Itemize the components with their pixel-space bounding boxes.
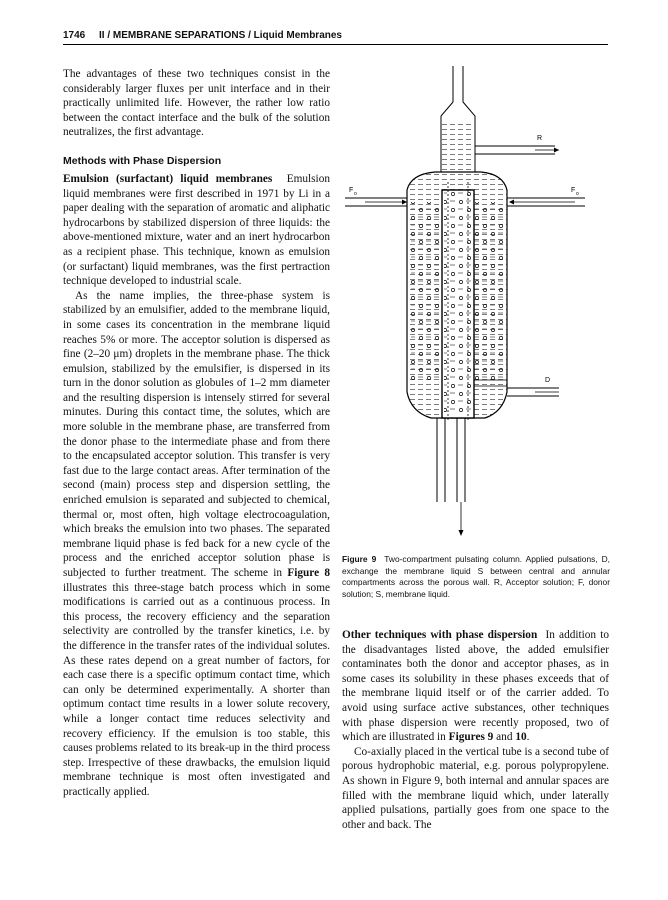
figure-9-caption	[342, 554, 610, 600]
figures-9-reference[interactable]: Figures 9	[448, 731, 494, 744]
caption-label: Figure 9	[342, 554, 377, 564]
section-title: II / MEMBRANE SEPARATIONS / Liquid Membranes	[99, 30, 342, 41]
emulsion-paragraph	[63, 172, 330, 289]
label-subscript-right: o	[576, 191, 579, 197]
sentence-end: .	[526, 731, 530, 744]
coaxial-paragraph: Co-axially placed in the vertical tube is a second tube of porous hydrophobic material, e.g. porous polypropylene. As shown in Figure 9, both internal and annular spaces are filled with the membrane liquid which, under laterally applied pulsations, partially goes from one space to the other and back. The	[342, 745, 609, 831]
other-techniques-runin: Other techniques with phase dispersion	[342, 629, 538, 641]
emulsion-runin-heading: Emulsion (surfactant) liquid membranes	[63, 172, 273, 185]
label-donor-left: F	[349, 187, 354, 194]
label-subscript-left: o	[354, 191, 357, 197]
label-pulsation: D	[545, 377, 551, 384]
three-phase-text-a: As the name implies, the three-phase system is stabilized by an emulsifier, added to the membrane liquid, in some cases its concentration in the membrane liquid reaches 5% or more. The acceptor solution is dispersed as fine (2–20 μm) droplets in the membrane phase. The thick emulsion, stabilized by the emulsifier, is dispersed in its turn in the donor solution as globules of 1–2 mm diameter and the resulting dispersion is intensely stirred for several minutes. During this contact time, the solutes, which are more soluble in the membrane phase, are transferred from the donor phase to the intermediate phase and from there to the encapsulated acceptor solution. This transfer is very fast due to the large contact areas. After termination of the second (main) process step and dispersion settling, the enriched emulsion is separated and subjected to chemical, thermal or, most often, high voltage electrocoagulation, which breaks the emulsion into two phases. The separated membrane liquid phase is fed back for a new cycle of the process and the enriched acceptor solution phase is subjected to further treatment. The scheme in	[63, 289, 330, 579]
other-techniques-paragraph	[342, 628, 609, 745]
label-donor-right: F	[571, 187, 576, 194]
and-word: and	[496, 731, 513, 744]
label-acceptor: R	[537, 135, 543, 142]
three-phase-text-b: illustrates this three-stage batch process which in some modifications is carried out as a continuous process. In this process, the recovery efficiency and the separation selectivity are controlled by the transfer kinetics, i.e. by the difference in the transfer rates of the individual solutes. As these rates depend on a great number of factors, for each case there is a specific optimum contact time, which can only be determined experimentally. A shorter than optimum contact time results in a lower solute recovery, while a longer contact time reduces selectivity and recovery efficiency. If the emulsion is too stable, this causes problems related to its break-up in the third process step. Irrespective of these drawbacks, the emulsion liquid membrane technique is most often investigated and practically applied.	[63, 581, 330, 798]
page-number: 1746	[63, 30, 86, 41]
emulsion-paragraph-body: Emulsion liquid membranes were first described in 1971 by Li in a paper dealing with the separation of aromatic and aliphatic hydrocarbons by stabilized dispersion of three liquids: the above-mentioned mixture, water and an inert hydrocarbon as a recipient phase. This technique, known as emulsion (or surfactant) liquid membranes, was the first pertraction technique developed to industrial scale.	[63, 172, 330, 288]
three-phase-paragraph	[63, 289, 330, 800]
section-heading: Methods with Phase Dispersion	[63, 154, 222, 167]
header-rule	[63, 44, 608, 45]
caption-text: Two-compartment pulsating column. Applied pulsations, D, exchange the membrane liquid S between central and annular compartments across the porous wall. R, Acceptor solution; F, donor solution; S, membrane liquid.	[342, 554, 610, 599]
figure-9-diagram	[345, 62, 585, 542]
right-column	[342, 628, 609, 832]
figure-8-reference[interactable]: Figure 8	[287, 567, 330, 579]
left-column	[63, 67, 330, 800]
other-techniques-body: In addition to the disadvantages listed above, the added emulsifier contaminates both the donor and acceptor phases, as in some cases its solubility in these phases exceeds that of the membrane liquid itself or of the carrier added. To avoid using surface active substances, other techniques with phase dispersion were recently proposed, two of which are illustrated in	[342, 629, 610, 744]
figure-10-reference[interactable]: 10	[515, 731, 527, 744]
running-header	[63, 30, 608, 44]
intro-paragraph: The advantages of these two techniques consist in the considerably larger fluxes per unit interface and in their practically unlimited life. However, the rather low ratio between the contact interface and the bulk of the solution neutralizes, the first advantage.	[63, 68, 330, 139]
